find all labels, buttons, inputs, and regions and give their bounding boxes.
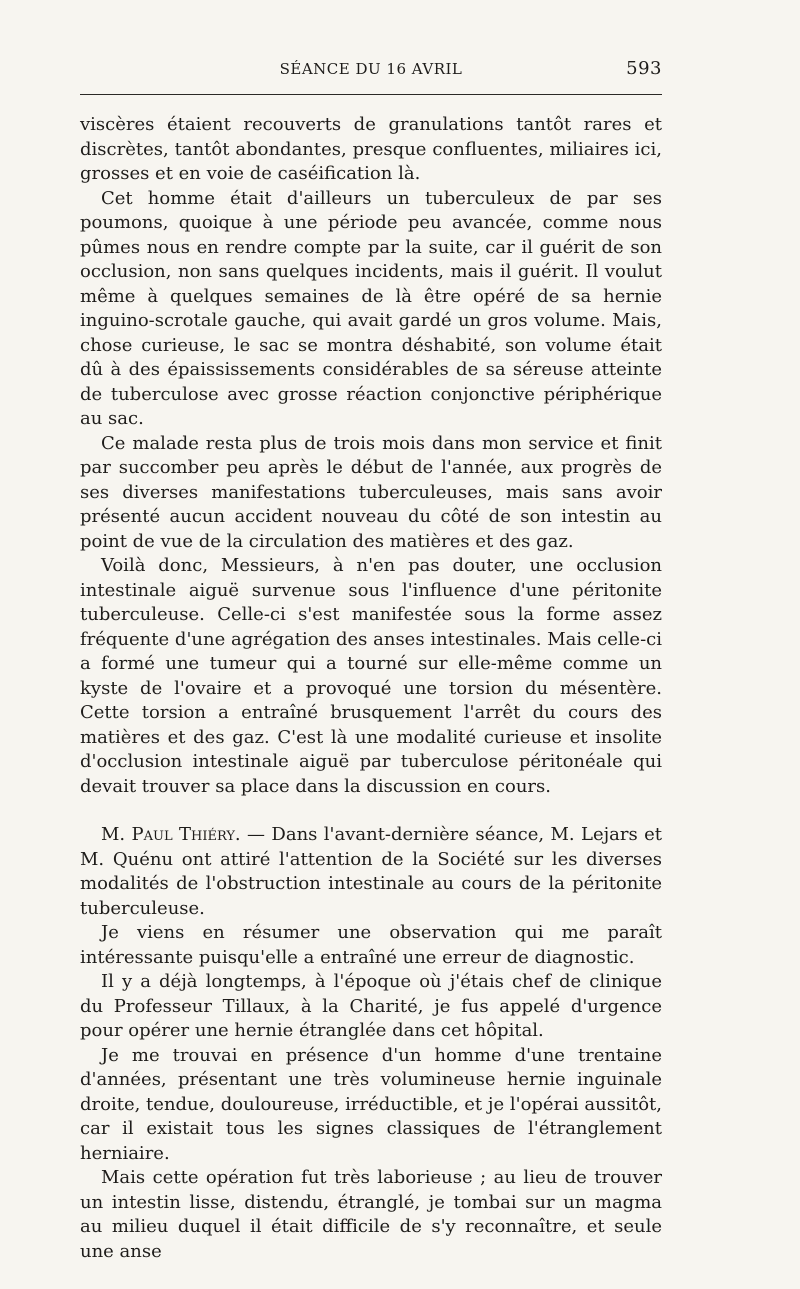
- paragraph: Mais cette opération fut très laborieuse ; au lieu de trouver un intestin lisse, distendu, étranglé, je tombai sur un magma au milieu duquel il était difficile de s'y reconnaître, et seule une anse: [80, 1167, 662, 1262]
- paragraph: viscères étaient recouverts de granulations tantôt rares et discrètes, tantôt abondantes, presque confluentes, miliaires ici, grosses et en voie de caséification là.: [80, 114, 662, 184]
- header-title: SÉANCE DU 16 AVRIL: [279, 60, 463, 78]
- speaker-name: M. Paul Thiéry.: [101, 824, 241, 845]
- page-number: 593: [626, 58, 662, 79]
- speaker-paragraph: [80, 823, 662, 921]
- paragraph: Je me trouvai en présence d'un homme d'une trentaine d'années, présentant une très volumineuse hernie inguinale droite, tendue, douloureuse, irréductible, et je l'opérai aussitôt, car il existait tous les signes classiques de l'étranglement herniaire.: [80, 1044, 662, 1164]
- paragraph: Je viens en résumer une observation qui me paraît intéressante puisqu'elle a entraîné une erreur de diagnostic.: [80, 922, 662, 968]
- paragraph: Voilà donc, Messieurs, à n'en pas douter, une occlusion intestinale aiguë survenue sous l'influence d'une péritonite tuberculeuse. Celle-ci s'est manifestée sous la forme assez fréquente d'une agrégation des anses intestinales. Mais celle-ci a formé une tumeur qui a tourné sur elle-même comme un kyste de l'ovaire et a provoqué une torsion du mésentère. Cette torsion a entraîné brusquement l'arrêt du cours des matières et des gaz. C'est là une modalité curieuse et insolite d'occlusion intestinale aiguë par tuberculose péritonéale qui devait trouver sa place dans la discussion en cours.: [80, 555, 662, 797]
- paragraph: Cet homme était d'ailleurs un tuberculeux de par ses poumons, quoique à une période peu avancée, comme nous pûmes nous en rendre compte par la suite, car il guérit de son occlusion, non sans quelques incidents, mais il guérit. Il voulut même à quelques semaines de là être opéré de sa hernie inguino-scrotale gauche, qui avait gardé un gros volume. Mais, chose curieuse, le sac se montra déshabité, son volume était dû à des épaississements considérables de sa séreuse atteinte de tuberculose avec grosse réaction conjonctive périphérique au sac.: [80, 187, 662, 429]
- page-body: [80, 113, 662, 1264]
- header-rule: [80, 94, 662, 95]
- running-header: [80, 58, 662, 82]
- speaker-text: — Dans l'avant-dernière séance, M. Lejars et M. Quénu ont attiré l'attention de la Société sur les diverses modalités de l'obstruction intestinale au cours de la péritonite tuberculeuse.: [80, 824, 663, 919]
- paragraph: Il y a déjà longtemps, à l'époque où j'étais chef de clinique du Professeur Tillaux, à la Charité, je fus appelé d'urgence pour opérer une hernie étranglée dans cet hôpital.: [80, 971, 662, 1041]
- paragraph: Ce malade resta plus de trois mois dans mon service et finit par succomber peu après le début de l'année, aux progrès de ses diverses manifestations tuberculeuses, mais sans avoir présenté aucun accident nouveau du côté de son intestin au point de vue de la circulation des matières et des gaz.: [80, 432, 662, 552]
